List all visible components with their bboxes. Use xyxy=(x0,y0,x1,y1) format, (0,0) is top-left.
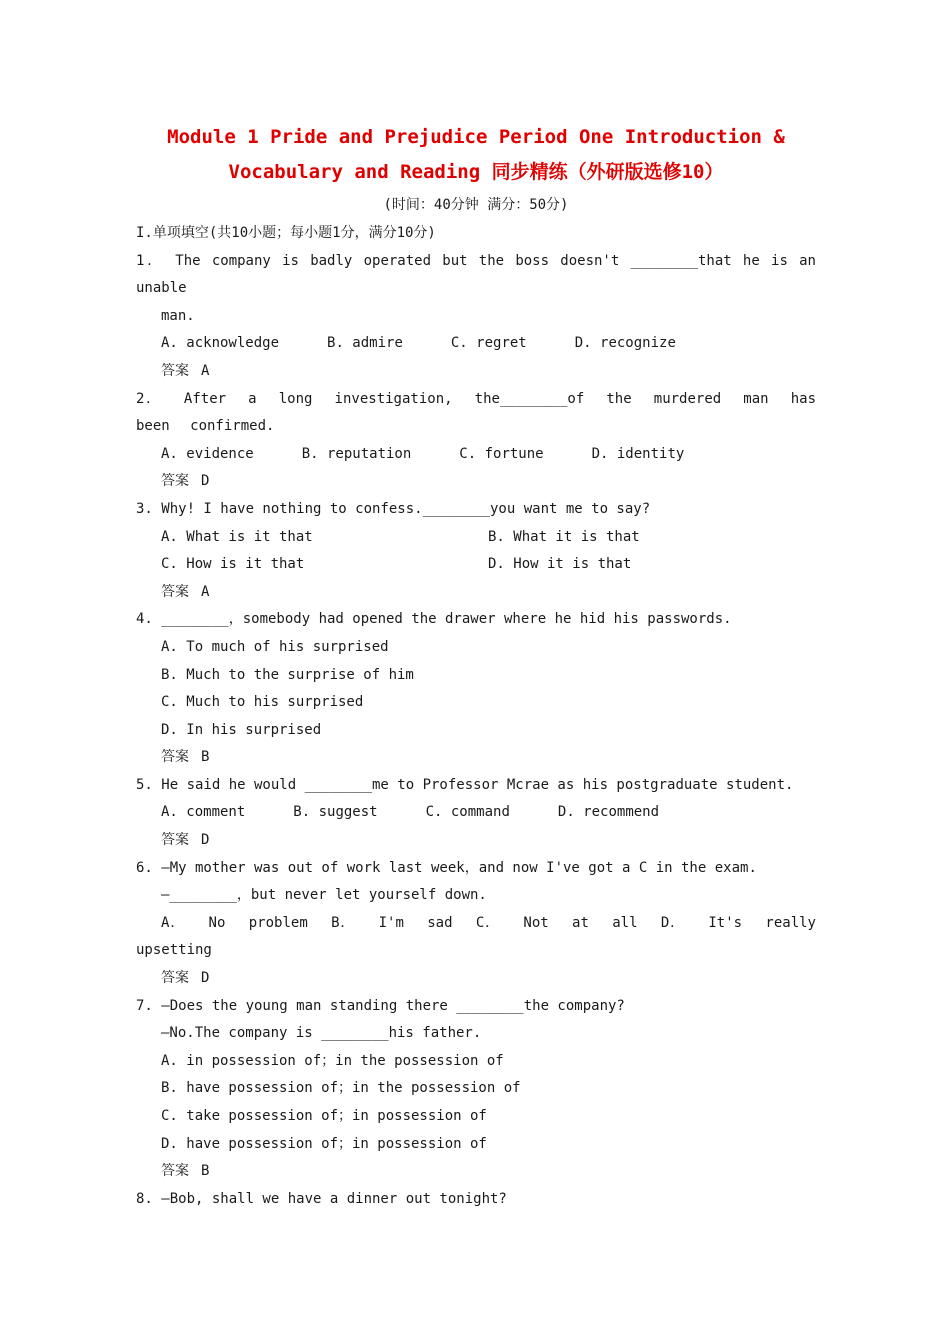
option-b: B. have possession of；in the possession of xyxy=(161,1080,521,1097)
exam-meta: (时间：40分钟 满分：50分) xyxy=(383,197,569,213)
question-reply: —________，but never let yourself down. xyxy=(161,887,487,904)
question-1 xyxy=(136,248,816,386)
answer-label: 答案 xyxy=(161,583,189,600)
option-row xyxy=(136,799,816,827)
option-b: B. suggest xyxy=(293,804,378,821)
option-row xyxy=(136,330,816,358)
option-grid xyxy=(136,524,816,579)
question-stem: 7. —Does the young man standing there ________the company? xyxy=(136,997,625,1014)
question-stem: 5. He said he would ________me to Professor Mcrae as his postgraduate student. xyxy=(136,776,794,793)
option-c: C. How is it that xyxy=(161,556,305,573)
answer-label: 答案 xyxy=(161,749,189,766)
option-d: D. have possession of；in possession of xyxy=(161,1135,487,1152)
answer-line xyxy=(136,827,816,855)
question-7 xyxy=(136,993,816,1186)
option-c: C. regret xyxy=(450,335,527,352)
option-b: B. admire xyxy=(327,335,403,352)
answer-value: A xyxy=(201,362,210,379)
question-stem: 8. —Bob, shall we have a dinner out tonight? xyxy=(136,1190,507,1207)
question-stem-continued: man. xyxy=(161,307,195,324)
option-c: C. Much to his surprised xyxy=(161,694,364,711)
answer-value: D xyxy=(201,473,210,490)
question-stem: 6. —My mother was out of work last week，and now I've got a C in the exam. xyxy=(136,859,757,876)
answer-value: D xyxy=(201,832,210,849)
answer-line xyxy=(136,744,816,772)
option-a: A. in possession of；in the possession of xyxy=(161,1052,504,1069)
question-6 xyxy=(136,855,816,993)
question-stem: 1． The company is badly operated but the boss doesn't ________that he is an unable xyxy=(136,252,816,297)
question-2 xyxy=(136,386,816,496)
option-c: C. fortune xyxy=(459,445,544,462)
answer-value: D xyxy=(201,970,210,987)
option-row: A． No problem B． I'm sad C． Not at all D． It's really upsetting xyxy=(136,914,816,959)
option-c: C. command xyxy=(425,804,510,821)
option-c: C. take possession of；in possession of xyxy=(161,1108,487,1124)
option-d: D. recognize xyxy=(574,335,676,352)
answer-label: 答案 xyxy=(161,1163,189,1180)
question-stem: 3. Why! I have nothing to confess.________you want me to say? xyxy=(136,500,651,517)
option-a: A. acknowledge xyxy=(161,335,280,352)
answer-label: 答案 xyxy=(161,362,189,379)
document-page xyxy=(136,120,816,1213)
option-a: A. comment xyxy=(161,804,246,821)
answer-line xyxy=(136,1158,816,1186)
answer-line xyxy=(136,579,816,607)
document-title-line-2: Vocabulary and Reading 同步精练（外研版选修10） xyxy=(228,161,724,183)
answer-label: 答案 xyxy=(161,473,189,490)
option-a: A. What is it that xyxy=(161,528,313,545)
option-a: A. To much of his surprised xyxy=(161,638,389,655)
answer-label: 答案 xyxy=(161,970,189,987)
question-reply: —No.The company is ________his father. xyxy=(161,1025,482,1042)
answer-value: A xyxy=(201,583,210,600)
answer-line xyxy=(136,358,816,386)
question-3 xyxy=(136,496,816,606)
option-d: D. identity xyxy=(591,445,685,462)
answer-label: 答案 xyxy=(161,832,189,849)
answer-line xyxy=(136,468,816,496)
answer-value: B xyxy=(201,749,210,766)
option-d: D. recommend xyxy=(557,804,660,821)
option-b: B. reputation xyxy=(301,445,412,462)
question-stem: 2． After a long investigation, the________of the murdered man has been confirmed. xyxy=(136,390,816,435)
option-row xyxy=(136,441,816,469)
answer-value: B xyxy=(201,1163,210,1180)
option-d: D. In his surprised xyxy=(161,721,322,738)
option-b: B. Much to the surprise of him xyxy=(161,666,414,683)
section-heading: I.单项填空(共10小题；每小题1分，满分10分) xyxy=(136,225,436,241)
question-8 xyxy=(136,1186,816,1214)
question-5 xyxy=(136,772,816,855)
answer-line xyxy=(136,965,816,993)
option-a: A. evidence xyxy=(161,445,254,462)
question-4 xyxy=(136,606,816,772)
question-stem: 4. ________，somebody had opened the drawer where he hid his passwords. xyxy=(136,611,732,628)
option-d: D. How it is that xyxy=(488,556,632,573)
option-b: B. What it is that xyxy=(488,528,640,545)
document-title-line-1: Module 1 Pride and Prejudice Period One Introduction & xyxy=(167,126,785,148)
